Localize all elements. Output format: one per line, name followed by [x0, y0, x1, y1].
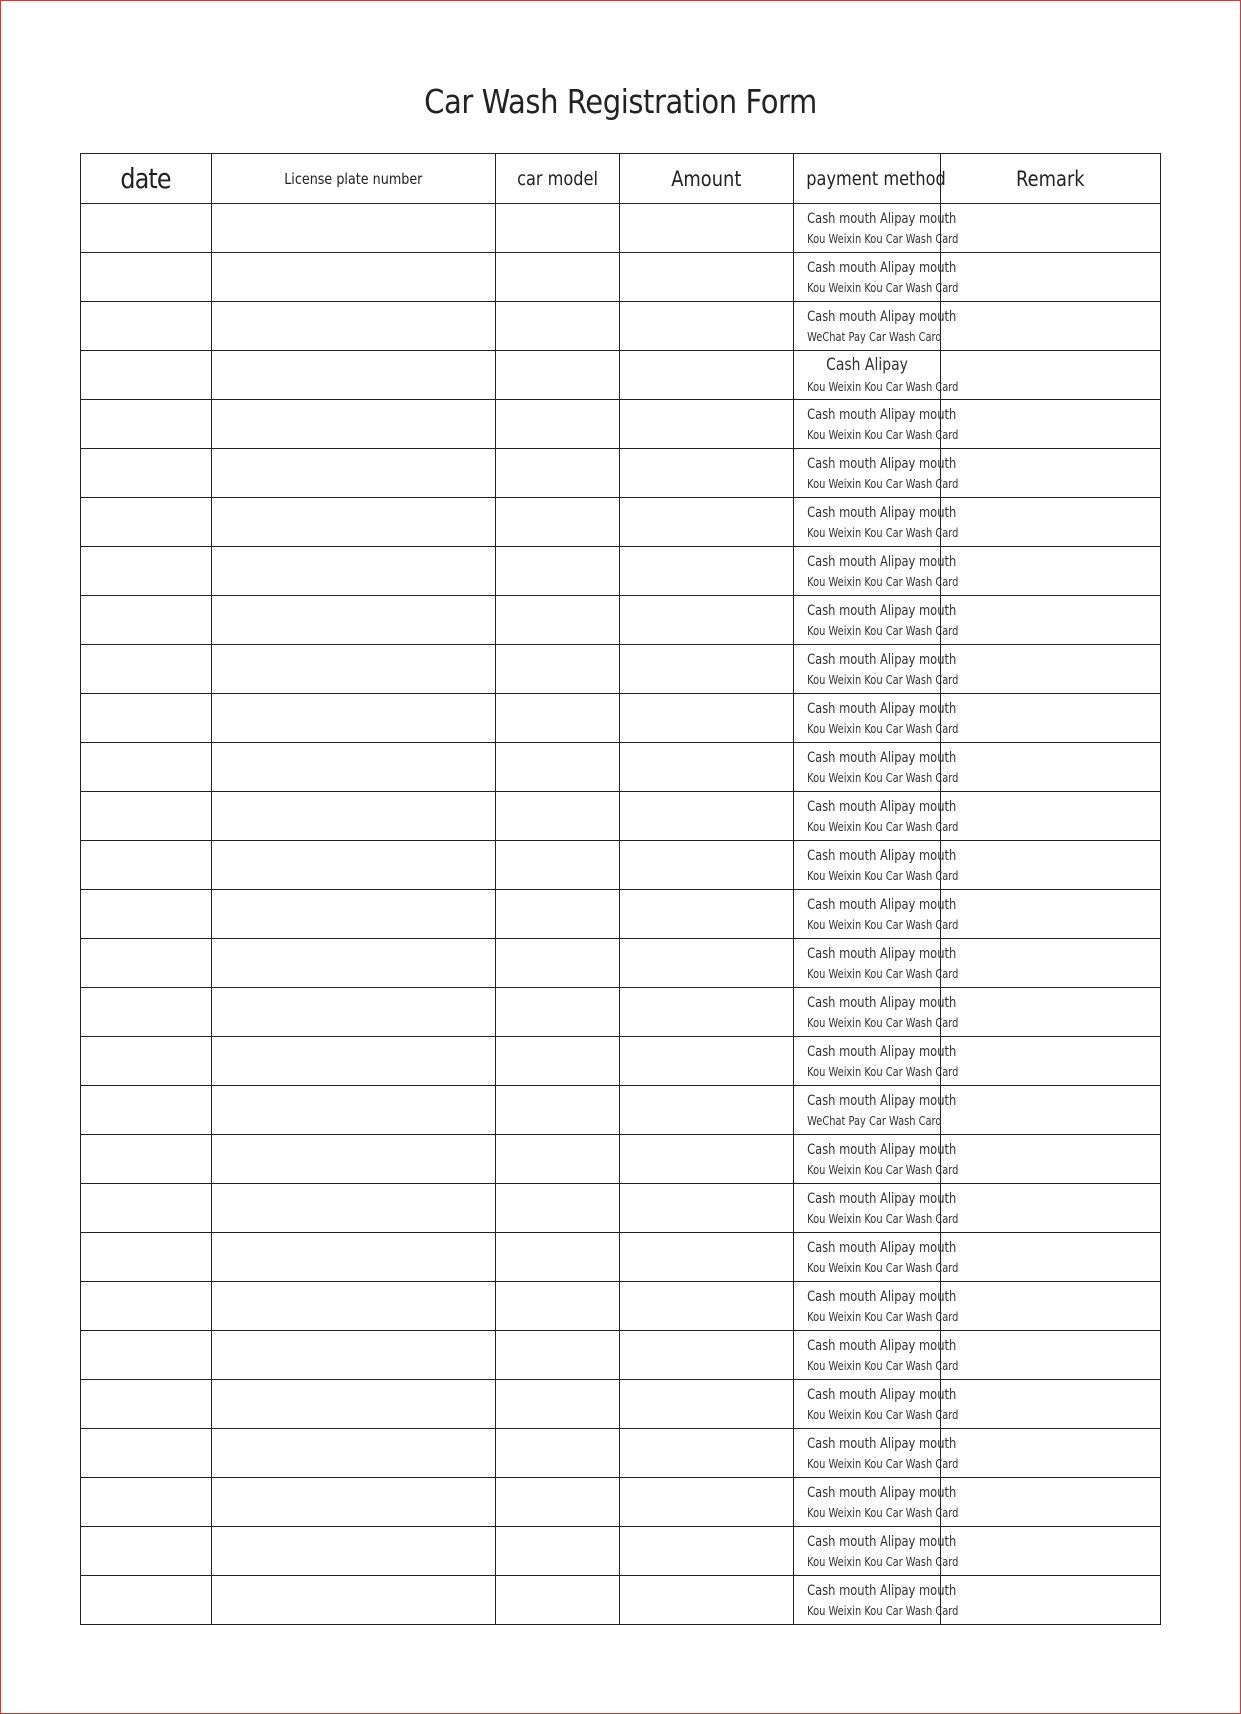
header-date: date: [81, 154, 212, 204]
remark-cell[interactable]: [941, 498, 1161, 547]
table-row: [81, 1135, 1161, 1184]
payment-options-line2: Kou Weixin Kou Car Wash Card: [807, 770, 959, 785]
car-model-cell[interactable]: [496, 253, 620, 302]
table-row: [81, 596, 1161, 645]
amount-cell[interactable]: [620, 253, 794, 302]
payment-method-cell: [794, 1429, 959, 1478]
table-row: [81, 694, 1161, 743]
payment-options-line1: Cash mouth Alipay mouth: [807, 1190, 957, 1207]
date-cell[interactable]: [81, 449, 212, 498]
car-model-cell[interactable]: [496, 841, 620, 890]
table-row: [81, 498, 1161, 547]
table-row: [81, 645, 1161, 694]
remark-cell[interactable]: [941, 1576, 1161, 1625]
license-plate-cell[interactable]: [212, 596, 496, 645]
payment-method-cell: [794, 841, 959, 890]
payment-options-line2: Kou Weixin Kou Car Wash Card: [807, 1554, 959, 1569]
table-row: [81, 204, 1161, 253]
payment-options-line2: Kou Weixin Kou Car Wash Card: [807, 1505, 959, 1520]
table-row: [81, 1429, 1161, 1478]
table-row: [81, 890, 1161, 939]
remark-cell[interactable]: [941, 939, 1161, 988]
car-model-cell[interactable]: [496, 1233, 620, 1282]
license-plate-cell[interactable]: [212, 1576, 496, 1625]
date-cell[interactable]: [81, 547, 212, 596]
payment-method-cell: [794, 302, 957, 351]
remark-cell[interactable]: [941, 1086, 1161, 1135]
payment-method-cell: [794, 694, 959, 743]
table-row: [81, 1184, 1161, 1233]
remark-cell[interactable]: [941, 1184, 1161, 1233]
table-row: [81, 351, 1161, 400]
payment-options-line2: Kou Weixin Kou Car Wash Card: [807, 1456, 959, 1471]
date-cell[interactable]: [81, 1233, 212, 1282]
license-plate-cell[interactable]: [212, 204, 496, 253]
amount-cell[interactable]: [620, 498, 794, 547]
amount-cell[interactable]: [620, 939, 794, 988]
payment-method-cell: [794, 253, 959, 302]
date-cell[interactable]: [81, 596, 212, 645]
car-model-cell[interactable]: [496, 1282, 620, 1331]
remark-cell[interactable]: [941, 1233, 1161, 1282]
car-model-cell[interactable]: [496, 743, 620, 792]
license-plate-cell[interactable]: [212, 351, 496, 400]
payment-method-cell: [794, 1282, 959, 1331]
license-plate-cell[interactable]: [212, 1233, 496, 1282]
payment-options-line1: Cash mouth Alipay mouth: [807, 1386, 957, 1403]
license-plate-cell[interactable]: [212, 547, 496, 596]
payment-options-line1: Cash mouth Alipay mouth: [807, 896, 957, 913]
payment-options-line2: Kou Weixin Kou Car Wash Card: [807, 721, 959, 736]
payment-method-cell: [794, 400, 959, 449]
payment-options-line1: Cash mouth Alipay mouth: [807, 1043, 957, 1060]
date-cell[interactable]: [81, 1331, 212, 1380]
car-model-cell[interactable]: [496, 351, 620, 400]
payment-options-line1: Cash mouth Alipay mouth: [807, 210, 957, 227]
payment-options-line2: Kou Weixin Kou Car Wash Card: [807, 1162, 959, 1177]
date-cell[interactable]: [81, 302, 212, 351]
date-cell[interactable]: [81, 988, 212, 1037]
car-model-cell[interactable]: [496, 939, 620, 988]
payment-method-cell: [794, 1331, 959, 1380]
payment-options-line2: Kou Weixin Kou Car Wash Card: [807, 1260, 959, 1275]
payment-options-line1: Cash mouth Alipay mouth: [807, 553, 957, 570]
payment-method-cell: [794, 1184, 959, 1233]
payment-method-cell: [794, 1086, 957, 1135]
table-row: [81, 400, 1161, 449]
license-plate-cell[interactable]: [212, 253, 496, 302]
remark-cell[interactable]: [941, 1527, 1161, 1576]
table-row: [81, 841, 1161, 890]
date-cell[interactable]: [81, 1380, 212, 1429]
remark-cell[interactable]: [941, 988, 1161, 1037]
payment-options-line2: Kou Weixin Kou Car Wash Card: [807, 966, 959, 981]
payment-options-line1: Cash mouth Alipay mouth: [807, 749, 957, 766]
header-amount: Amount: [620, 154, 794, 204]
date-cell[interactable]: [81, 890, 212, 939]
payment-method-cell: [794, 939, 959, 988]
payment-options-line1: Cash mouth Alipay mouth: [807, 602, 957, 619]
payment-method-cell: [794, 498, 959, 547]
payment-method-cell: [794, 988, 959, 1037]
license-plate-cell[interactable]: [212, 1135, 496, 1184]
car-model-cell[interactable]: [496, 547, 620, 596]
payment-options-line2: Kou Weixin Kou Car Wash Card: [807, 1211, 959, 1226]
payment-options-line1: Cash mouth Alipay mouth: [807, 847, 957, 864]
registration-table: [80, 153, 1161, 1625]
payment-method-cell: [794, 1037, 959, 1086]
license-plate-cell[interactable]: [212, 1331, 496, 1380]
payment-method-cell: [794, 890, 959, 939]
payment-method-cell: [794, 1135, 959, 1184]
car-model-cell[interactable]: [496, 1527, 620, 1576]
header-car-model: car model: [496, 154, 620, 204]
remark-cell[interactable]: [941, 1380, 1161, 1429]
car-model-cell[interactable]: [496, 1576, 620, 1625]
payment-options-line1: Cash mouth Alipay mouth: [807, 1337, 957, 1354]
header-license-plate: License plate number: [212, 154, 496, 204]
remark-cell[interactable]: [941, 743, 1161, 792]
table-row: [81, 449, 1161, 498]
date-cell[interactable]: [81, 351, 212, 400]
remark-cell[interactable]: [941, 547, 1161, 596]
amount-cell[interactable]: [620, 988, 794, 1037]
payment-options-line1: Cash mouth Alipay mouth: [807, 1533, 957, 1550]
car-model-cell[interactable]: [496, 400, 620, 449]
amount-cell[interactable]: [620, 743, 794, 792]
car-model-cell[interactable]: [496, 890, 620, 939]
date-cell[interactable]: [81, 841, 212, 890]
payment-options-line2: Kou Weixin Kou Car Wash Card: [807, 574, 959, 589]
table-row: [81, 1527, 1161, 1576]
payment-options-line1: Cash mouth Alipay mouth: [807, 1582, 957, 1599]
date-cell[interactable]: [81, 1576, 212, 1625]
date-cell[interactable]: [81, 743, 212, 792]
car-model-cell[interactable]: [496, 792, 620, 841]
table-row: [81, 1037, 1161, 1086]
payment-options-line1: Cash mouth Alipay mouth: [807, 994, 957, 1011]
amount-cell[interactable]: [620, 1429, 794, 1478]
car-model-cell[interactable]: [496, 1135, 620, 1184]
date-cell[interactable]: [81, 1135, 212, 1184]
date-cell[interactable]: [81, 1184, 212, 1233]
car-model-cell[interactable]: [496, 1331, 620, 1380]
car-model-cell[interactable]: [496, 1086, 620, 1135]
amount-cell[interactable]: [620, 1233, 794, 1282]
date-cell[interactable]: [81, 498, 212, 547]
license-plate-cell[interactable]: [212, 1429, 496, 1478]
remark-cell[interactable]: [941, 841, 1161, 890]
license-plate-cell[interactable]: [212, 1380, 496, 1429]
amount-cell[interactable]: [620, 1037, 794, 1086]
payment-method-cell: [794, 1380, 959, 1429]
remark-cell[interactable]: [941, 1282, 1161, 1331]
remark-cell[interactable]: [941, 400, 1161, 449]
amount-cell[interactable]: [620, 1331, 794, 1380]
payment-options-line1: Cash Alipay: [826, 355, 908, 375]
license-plate-cell[interactable]: [212, 1037, 496, 1086]
license-plate-cell[interactable]: [212, 939, 496, 988]
table-row: [81, 1478, 1161, 1527]
table-body: [81, 204, 1161, 1625]
table-row: [81, 939, 1161, 988]
remark-cell[interactable]: [941, 1037, 1161, 1086]
amount-cell[interactable]: [620, 1380, 794, 1429]
license-plate-cell[interactable]: [212, 1282, 496, 1331]
header-remark: Remark: [941, 154, 1161, 204]
payment-options-line2: WeChat Pay Car Wash Card: [807, 1113, 942, 1128]
amount-cell[interactable]: [620, 645, 794, 694]
page-title: Car Wash Registration Form: [424, 82, 817, 121]
remark-cell[interactable]: [941, 449, 1161, 498]
payment-options-line2: Kou Weixin Kou Car Wash Card: [807, 1407, 959, 1422]
amount-cell[interactable]: [620, 841, 794, 890]
payment-method-cell: [794, 645, 959, 694]
table-row: [81, 792, 1161, 841]
remark-cell[interactable]: [941, 1478, 1161, 1527]
payment-method-cell: [794, 547, 959, 596]
date-cell[interactable]: [81, 204, 212, 253]
license-plate-cell[interactable]: [212, 302, 496, 351]
payment-options-line2: Kou Weixin Kou Car Wash Card: [807, 380, 959, 394]
payment-options-line1: Cash mouth Alipay mouth: [807, 259, 957, 276]
payment-options-line1: Cash mouth Alipay mouth: [807, 308, 957, 325]
remark-cell[interactable]: [941, 1331, 1161, 1380]
remark-cell[interactable]: [941, 1429, 1161, 1478]
date-cell[interactable]: [81, 1429, 212, 1478]
date-cell[interactable]: [81, 1527, 212, 1576]
remark-cell[interactable]: [941, 792, 1161, 841]
license-plate-cell[interactable]: [212, 890, 496, 939]
date-cell[interactable]: [81, 792, 212, 841]
license-plate-cell[interactable]: [212, 988, 496, 1037]
table-row: [81, 1086, 1161, 1135]
date-cell[interactable]: [81, 253, 212, 302]
table-row: [81, 743, 1161, 792]
license-plate-cell[interactable]: [212, 1527, 496, 1576]
car-model-cell[interactable]: [496, 645, 620, 694]
amount-cell[interactable]: [620, 449, 794, 498]
payment-options-line2: Kou Weixin Kou Car Wash Card: [807, 623, 959, 638]
remark-cell[interactable]: [941, 253, 1161, 302]
amount-cell[interactable]: [620, 302, 794, 351]
remark-cell[interactable]: [941, 351, 1161, 400]
car-model-cell[interactable]: [496, 204, 620, 253]
amount-cell[interactable]: [620, 1184, 794, 1233]
car-model-cell[interactable]: [496, 302, 620, 351]
amount-cell[interactable]: [620, 596, 794, 645]
date-cell[interactable]: [81, 1086, 212, 1135]
payment-options-line1: Cash mouth Alipay mouth: [807, 798, 957, 815]
payment-options-line1: Cash mouth Alipay mouth: [807, 1288, 957, 1305]
payment-options-line2: Kou Weixin Kou Car Wash Card: [807, 868, 959, 883]
table-row: [81, 302, 1161, 351]
payment-options-line2: WeChat Pay Car Wash Card: [807, 329, 942, 344]
payment-method-cell: [794, 449, 959, 498]
payment-method-cell: [794, 1576, 959, 1625]
payment-method-cell: [794, 743, 959, 792]
payment-options-line2: Kou Weixin Kou Car Wash Card: [807, 1603, 959, 1618]
payment-options-line2: Kou Weixin Kou Car Wash Card: [807, 1309, 959, 1324]
payment-method-cell: [794, 351, 959, 400]
amount-cell[interactable]: [620, 1282, 794, 1331]
table-row: [81, 1233, 1161, 1282]
amount-cell[interactable]: [620, 547, 794, 596]
payment-method-cell: [794, 204, 959, 253]
car-model-cell[interactable]: [496, 1478, 620, 1527]
license-plate-cell[interactable]: [212, 694, 496, 743]
car-model-cell[interactable]: [496, 449, 620, 498]
remark-cell[interactable]: [941, 645, 1161, 694]
payment-options-line1: Cash mouth Alipay mouth: [807, 1092, 957, 1109]
table-row: [81, 1282, 1161, 1331]
payment-method-cell: [794, 1233, 959, 1282]
license-plate-cell[interactable]: [212, 645, 496, 694]
payment-options-line2: Kou Weixin Kou Car Wash Card: [807, 476, 959, 491]
date-cell[interactable]: [81, 400, 212, 449]
payment-options-line2: Kou Weixin Kou Car Wash Card: [807, 525, 959, 540]
license-plate-cell[interactable]: [212, 743, 496, 792]
payment-options-line2: Kou Weixin Kou Car Wash Card: [807, 1358, 959, 1373]
amount-cell[interactable]: [620, 400, 794, 449]
car-model-cell[interactable]: [496, 498, 620, 547]
license-plate-cell[interactable]: [212, 792, 496, 841]
payment-options-line1: Cash mouth Alipay mouth: [807, 1239, 957, 1256]
amount-cell[interactable]: [620, 1478, 794, 1527]
amount-cell[interactable]: [620, 1135, 794, 1184]
payment-method-cell: [794, 1527, 959, 1576]
header-row: [81, 154, 1161, 204]
payment-options-line1: Cash mouth Alipay mouth: [807, 1484, 957, 1501]
remark-cell[interactable]: [941, 694, 1161, 743]
payment-options-line1: Cash mouth Alipay mouth: [807, 455, 957, 472]
payment-options-line1: Cash mouth Alipay mouth: [807, 700, 957, 717]
remark-cell[interactable]: [941, 302, 1161, 351]
license-plate-cell[interactable]: [212, 841, 496, 890]
license-plate-cell[interactable]: [212, 400, 496, 449]
car-model-cell[interactable]: [496, 1429, 620, 1478]
table-row: [81, 1380, 1161, 1429]
payment-options-line1: Cash mouth Alipay mouth: [807, 945, 957, 962]
payment-options-line2: Kou Weixin Kou Car Wash Card: [807, 672, 959, 687]
remark-cell[interactable]: [941, 204, 1161, 253]
amount-cell[interactable]: [620, 351, 794, 400]
payment-method-cell: [794, 596, 959, 645]
payment-options-line2: Kou Weixin Kou Car Wash Card: [807, 231, 959, 246]
license-plate-cell[interactable]: [212, 1184, 496, 1233]
remark-cell[interactable]: [941, 1135, 1161, 1184]
date-cell[interactable]: [81, 694, 212, 743]
table-row: [81, 253, 1161, 302]
remark-cell[interactable]: [941, 596, 1161, 645]
car-model-cell[interactable]: [496, 1380, 620, 1429]
header-payment-method: payment method: [794, 154, 941, 204]
car-model-cell[interactable]: [496, 694, 620, 743]
car-model-cell[interactable]: [496, 1184, 620, 1233]
payment-options-line1: Cash mouth Alipay mouth: [807, 504, 957, 521]
amount-cell[interactable]: [620, 694, 794, 743]
payment-method-cell: [794, 792, 959, 841]
payment-options-line1: Cash mouth Alipay mouth: [807, 1141, 957, 1158]
table-row: [81, 547, 1161, 596]
car-model-cell[interactable]: [496, 988, 620, 1037]
table-row: [81, 1576, 1161, 1625]
payment-options-line2: Kou Weixin Kou Car Wash Card: [807, 427, 959, 442]
license-plate-cell[interactable]: [212, 1478, 496, 1527]
date-cell[interactable]: [81, 1282, 212, 1331]
date-cell[interactable]: [81, 939, 212, 988]
amount-cell[interactable]: [620, 890, 794, 939]
payment-options-line2: Kou Weixin Kou Car Wash Card: [807, 1015, 959, 1030]
payment-options-line2: Kou Weixin Kou Car Wash Card: [807, 819, 959, 834]
car-model-cell[interactable]: [496, 1037, 620, 1086]
date-cell[interactable]: [81, 1037, 212, 1086]
table-row: [81, 988, 1161, 1037]
amount-cell[interactable]: [620, 1086, 794, 1135]
license-plate-cell[interactable]: [212, 449, 496, 498]
remark-cell[interactable]: [941, 890, 1161, 939]
amount-cell[interactable]: [620, 1576, 794, 1625]
payment-method-cell: [794, 1478, 959, 1527]
payment-options-line1: Cash mouth Alipay mouth: [807, 651, 957, 668]
license-plate-cell[interactable]: [212, 1086, 496, 1135]
amount-cell[interactable]: [620, 792, 794, 841]
payment-options-line2: Kou Weixin Kou Car Wash Card: [807, 1064, 959, 1079]
date-cell[interactable]: [81, 1478, 212, 1527]
license-plate-cell[interactable]: [212, 498, 496, 547]
car-model-cell[interactable]: [496, 596, 620, 645]
payment-options-line2: Kou Weixin Kou Car Wash Card: [807, 280, 959, 295]
table-row: [81, 1331, 1161, 1380]
amount-cell[interactable]: [620, 204, 794, 253]
payment-options-line1: Cash mouth Alipay mouth: [807, 1435, 957, 1452]
payment-options-line2: Kou Weixin Kou Car Wash Card: [807, 917, 959, 932]
amount-cell[interactable]: [620, 1527, 794, 1576]
date-cell[interactable]: [81, 645, 212, 694]
payment-options-line1: Cash mouth Alipay mouth: [807, 406, 957, 423]
